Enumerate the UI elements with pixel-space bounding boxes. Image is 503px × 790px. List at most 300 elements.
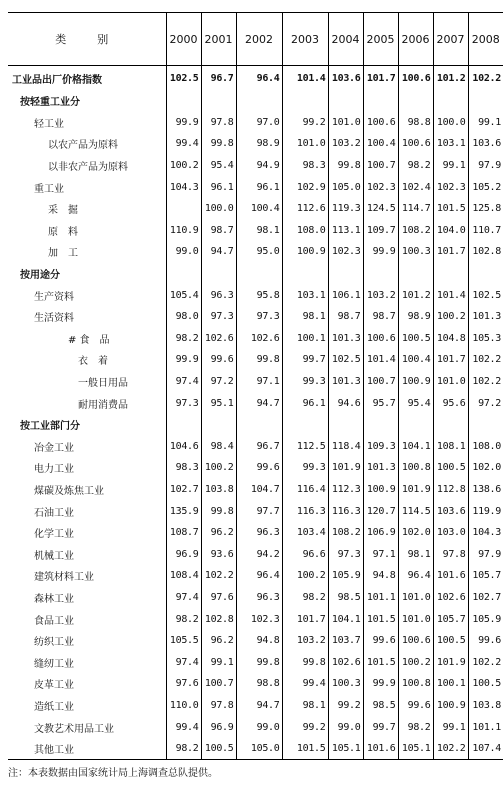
value-cell: 100.5 [433,630,468,652]
value-cell: 100.2 [201,457,236,479]
value-cell: 101.0 [433,371,468,393]
value-cell: 112.5 [282,436,328,458]
value-cell: 105.9 [328,565,363,587]
value-cell: 99.1 [433,155,468,177]
value-cell: 99.6 [236,457,282,479]
value-cell: 94.7 [236,392,282,414]
table-row [8,608,503,630]
value-cell: 102.5 [468,284,503,306]
value-cell: 97.3 [201,306,236,328]
row-label: 文教艺术用品工业 [34,723,114,735]
value-cell: 102.9 [282,176,328,198]
table-row [8,66,503,91]
value-cell: 101.0 [328,112,363,134]
value-cell: 100.0 [433,112,468,134]
value-cell: 97.4 [166,587,201,609]
value-cell: 105.2 [468,176,503,198]
table-row [8,371,503,393]
value-cell: 102.2 [433,738,468,760]
value-cell: 100.2 [166,155,201,177]
value-cell: 104.7 [236,479,282,501]
value-cell: 97.2 [201,371,236,393]
value-cell: 98.2 [166,328,201,350]
value-cell [236,263,282,285]
value-cell: 106.1 [328,284,363,306]
value-cell: 112.3 [328,479,363,501]
value-cell: 103.1 [433,133,468,155]
value-cell: 101.7 [433,349,468,371]
row-label: 按轻重工业分 [20,97,80,109]
value-cell: 103.2 [363,284,398,306]
row-label: 石油工业 [34,507,74,519]
value-cell: 108.0 [282,220,328,242]
value-cell: 103.6 [468,133,503,155]
value-cell: 101.0 [398,587,433,609]
row-label: 以非农产品为原料 [48,162,128,174]
value-cell: 96.3 [236,522,282,544]
table-row [8,133,503,155]
value-cell [282,414,328,436]
value-cell: 101.9 [433,651,468,673]
value-cell: 102.8 [468,241,503,263]
value-cell: 102.6 [236,328,282,350]
value-cell [328,414,363,436]
value-cell: 94.8 [236,630,282,652]
value-cell: 108.2 [328,522,363,544]
value-cell [468,90,503,112]
value-cell: 97.3 [166,392,201,414]
value-cell: 101.5 [433,198,468,220]
value-cell: 99.8 [201,500,236,522]
value-cell: 95.0 [236,241,282,263]
row-label: 纺织工业 [34,637,74,649]
value-cell: 138.6 [468,479,503,501]
value-cell: 98.7 [201,220,236,242]
value-cell: 96.2 [201,630,236,652]
value-cell: 98.2 [282,587,328,609]
value-cell: 101.5 [363,651,398,673]
value-cell: 109.7 [363,220,398,242]
row-label: 以农产品为原料 [48,140,118,152]
value-cell [282,263,328,285]
value-cell: 102.2 [468,371,503,393]
value-cell: 98.1 [398,543,433,565]
row-label: 建筑材料工业 [34,572,94,584]
value-cell: 98.7 [328,306,363,328]
value-cell: 97.3 [328,543,363,565]
value-cell: 94.2 [236,543,282,565]
value-cell: 98.8 [398,112,433,134]
value-cell: 97.6 [166,673,201,695]
header-row [8,13,503,66]
value-cell: 125.8 [468,198,503,220]
value-cell: 98.1 [236,220,282,242]
value-cell: 99.8 [236,651,282,673]
value-cell: 99.8 [328,155,363,177]
value-cell: 101.3 [328,328,363,350]
value-cell: 104.3 [468,522,503,544]
row-label: 机械工业 [34,550,74,562]
row-label: 煤碳及炼焦工业 [34,485,104,497]
value-cell: 94.8 [363,565,398,587]
value-cell: 104.8 [433,328,468,350]
value-cell [468,414,503,436]
value-cell [398,263,433,285]
value-cell: 102.3 [328,241,363,263]
value-cell [166,263,201,285]
value-cell: 102.6 [328,651,363,673]
table-row [8,155,503,177]
value-cell: 103.2 [328,133,363,155]
table-row [8,220,503,242]
value-cell: 99.1 [433,716,468,738]
value-cell: 100.4 [363,133,398,155]
value-cell: 105.1 [328,738,363,760]
value-cell: 99.6 [398,695,433,717]
value-cell [398,414,433,436]
value-cell: 124.5 [363,198,398,220]
value-cell: 110.7 [468,220,503,242]
row-label: 加 工 [48,248,78,260]
table-row [8,198,503,220]
table-row [8,479,503,501]
value-cell: 100.9 [398,371,433,393]
row-label: 耐用消费品 [78,399,128,411]
value-cell: 99.1 [201,651,236,673]
table-row [8,436,503,458]
row-label: 生产资料 [34,291,74,303]
value-cell: 101.4 [433,284,468,306]
year-header: 2002 [236,13,282,66]
value-cell: 100.1 [282,328,328,350]
value-cell: 100.6 [363,328,398,350]
value-cell: 98.3 [166,457,201,479]
value-cell: 114.7 [398,198,433,220]
value-cell: 102.8 [201,608,236,630]
year-header: 2004 [328,13,363,66]
value-cell: 102.5 [328,349,363,371]
table-row [8,587,503,609]
row-label: 轻工业 [34,118,64,130]
value-cell: 98.3 [282,155,328,177]
value-cell: 98.0 [166,306,201,328]
value-cell: 104.6 [166,436,201,458]
value-cell: 110.9 [166,220,201,242]
value-cell: 99.2 [328,695,363,717]
value-cell: 98.2 [398,155,433,177]
value-cell: 103.4 [282,522,328,544]
value-cell: 99.2 [282,716,328,738]
value-cell: 105.4 [166,284,201,306]
table-row [8,414,503,436]
value-cell: 100.2 [433,306,468,328]
row-label: 衣 着 [78,356,108,368]
value-cell [236,90,282,112]
year-header: 2007 [433,13,468,66]
table-row [8,457,503,479]
value-cell: 100.9 [363,479,398,501]
value-cell: 96.3 [201,284,236,306]
value-cell: 97.4 [166,371,201,393]
value-cell: 102.0 [398,522,433,544]
value-cell: 99.4 [282,673,328,695]
value-cell: 98.2 [166,738,201,760]
value-cell: 100.7 [201,673,236,695]
value-cell: 97.1 [236,371,282,393]
value-cell: 101.1 [363,587,398,609]
value-cell: 100.4 [398,349,433,371]
value-cell: 104.3 [166,176,201,198]
value-cell: 95.8 [236,284,282,306]
table-row [8,500,503,522]
value-cell: 100.9 [433,695,468,717]
value-cell: 102.6 [433,587,468,609]
value-cell: 99.4 [166,716,201,738]
table-row [8,112,503,134]
table-row [8,543,503,565]
value-cell: 96.1 [282,392,328,414]
value-cell: 100.0 [201,198,236,220]
value-cell: 112.8 [433,479,468,501]
value-cell: 100.5 [468,673,503,695]
footnote: 注：本表数据由国家统计局上海调查总队提供。 [8,768,218,779]
value-cell: 96.1 [201,176,236,198]
value-cell: 106.9 [363,522,398,544]
value-cell: 108.4 [166,565,201,587]
statistics-table-container [8,12,501,760]
value-cell: 105.3 [468,328,503,350]
table-row [8,349,503,371]
value-cell: 104.1 [328,608,363,630]
value-cell [166,90,201,112]
row-label: 食品工业 [34,615,74,627]
value-cell: 101.3 [363,457,398,479]
value-cell: 104.1 [398,436,433,458]
value-cell: 98.2 [398,716,433,738]
value-cell: 101.2 [398,284,433,306]
value-cell [433,263,468,285]
value-cell: 97.8 [201,695,236,717]
value-cell: 96.7 [236,436,282,458]
table-row [8,522,503,544]
table-row [8,241,503,263]
table-row [8,630,503,652]
value-cell: 99.1 [468,112,503,134]
value-cell: 103.8 [201,479,236,501]
row-label: 按工业部门分 [20,421,80,433]
value-cell: 96.4 [236,565,282,587]
value-cell: 99.0 [166,241,201,263]
value-cell: 95.4 [398,392,433,414]
value-cell: 99.3 [282,457,328,479]
value-cell [328,90,363,112]
value-cell: 108.2 [398,220,433,242]
value-cell: 100.7 [363,371,398,393]
value-cell: 102.3 [363,176,398,198]
table-row [8,306,503,328]
value-cell: 97.1 [363,543,398,565]
value-cell: 119.9 [468,500,503,522]
row-label: 冶金工业 [34,442,74,454]
value-cell: 97.7 [236,500,282,522]
table-row [8,176,503,198]
table-row [8,651,503,673]
value-cell [363,414,398,436]
value-cell: 101.2 [433,66,468,91]
value-cell: 99.6 [363,630,398,652]
row-label: 缝纫工业 [34,658,74,670]
value-cell: 99.6 [201,349,236,371]
value-cell: 100.8 [398,673,433,695]
value-cell: 98.2 [166,608,201,630]
value-cell: 102.2 [468,66,503,91]
value-cell: 101.7 [282,608,328,630]
value-cell: 95.1 [201,392,236,414]
value-cell: 101.1 [468,716,503,738]
value-cell: 96.4 [236,66,282,91]
value-cell: 116.3 [282,500,328,522]
value-cell: 99.0 [236,716,282,738]
year-header: 2006 [398,13,433,66]
value-cell: 96.9 [201,716,236,738]
value-cell: 98.4 [201,436,236,458]
value-cell [433,414,468,436]
value-cell: 99.7 [363,716,398,738]
value-cell: 99.0 [328,716,363,738]
value-cell: 100.6 [398,66,433,91]
value-cell: 100.2 [398,651,433,673]
value-cell: 99.9 [363,241,398,263]
value-cell: 99.7 [282,349,328,371]
value-cell: 98.1 [282,306,328,328]
value-cell: 96.3 [236,587,282,609]
value-cell: 96.7 [201,66,236,91]
value-cell: 94.6 [328,392,363,414]
value-cell [398,90,433,112]
value-cell: 105.5 [166,630,201,652]
value-cell: 108.1 [433,436,468,458]
value-cell: 119.3 [328,198,363,220]
value-cell: 104.0 [433,220,468,242]
value-cell: 96.2 [201,522,236,544]
table-row [8,392,503,414]
value-cell: 102.6 [201,328,236,350]
value-cell [201,414,236,436]
table-row [8,263,503,285]
value-cell: 95.6 [433,392,468,414]
row-label: 重工业 [34,183,64,195]
value-cell: 97.9 [468,543,503,565]
value-cell: 102.2 [201,565,236,587]
value-cell: 109.3 [363,436,398,458]
value-cell: 101.7 [363,66,398,91]
value-cell [363,90,398,112]
row-label: 化学工业 [34,529,74,541]
value-cell: 101.9 [398,479,433,501]
value-cell: 105.9 [468,608,503,630]
year-header: 2000 [166,13,201,66]
value-cell: 100.1 [433,673,468,695]
value-cell [236,414,282,436]
value-cell: 102.0 [468,457,503,479]
value-cell: 100.6 [398,133,433,155]
value-cell: 103.7 [328,630,363,652]
value-cell [363,263,398,285]
value-cell: 100.9 [282,241,328,263]
value-cell: 99.9 [166,349,201,371]
value-cell: 102.4 [398,176,433,198]
value-cell [201,263,236,285]
value-cell: 102.7 [166,479,201,501]
value-cell: 118.4 [328,436,363,458]
value-cell: 99.8 [282,651,328,673]
value-cell: 105.0 [328,176,363,198]
value-cell: 97.6 [201,587,236,609]
value-cell: 100.4 [236,198,282,220]
value-cell: 101.9 [328,457,363,479]
value-cell: 102.3 [236,608,282,630]
value-cell: 99.4 [166,133,201,155]
value-cell: 94.7 [236,695,282,717]
row-label: 原 料 [48,226,78,238]
value-cell: 101.4 [363,349,398,371]
value-cell: 116.4 [282,479,328,501]
row-label: # 食 品 [68,334,110,346]
value-cell: 98.9 [398,306,433,328]
value-cell: 103.0 [433,522,468,544]
value-cell: 101.5 [363,608,398,630]
value-cell: 105.0 [236,738,282,760]
value-cell: 95.4 [201,155,236,177]
value-cell: 99.3 [282,371,328,393]
value-cell: 98.1 [282,695,328,717]
value-cell: 101.4 [282,66,328,91]
row-label: 一般日用品 [78,378,128,390]
value-cell: 103.1 [282,284,328,306]
table-row [8,716,503,738]
value-cell: 114.5 [398,500,433,522]
value-cell: 99.8 [236,349,282,371]
value-cell [166,198,201,220]
value-cell: 103.6 [328,66,363,91]
value-cell: 110.0 [166,695,201,717]
value-cell: 101.7 [433,241,468,263]
value-cell: 93.6 [201,543,236,565]
value-cell: 102.2 [468,349,503,371]
value-cell: 100.6 [363,112,398,134]
value-cell [328,263,363,285]
value-cell: 96.9 [166,543,201,565]
value-cell: 101.0 [398,608,433,630]
row-label: 按用途分 [20,270,60,282]
value-cell: 103.6 [433,500,468,522]
value-cell: 113.1 [328,220,363,242]
value-cell: 135.9 [166,500,201,522]
value-cell: 116.3 [328,500,363,522]
table-row [8,695,503,717]
value-cell: 103.2 [282,630,328,652]
value-cell: 103.8 [468,695,503,717]
value-cell: 105.1 [398,738,433,760]
value-cell: 101.3 [328,371,363,393]
value-cell: 95.7 [363,392,398,414]
table-row [8,565,503,587]
value-cell: 96.1 [236,176,282,198]
value-cell [282,90,328,112]
value-cell: 100.5 [201,738,236,760]
value-cell: 97.9 [468,155,503,177]
value-cell: 98.5 [363,695,398,717]
